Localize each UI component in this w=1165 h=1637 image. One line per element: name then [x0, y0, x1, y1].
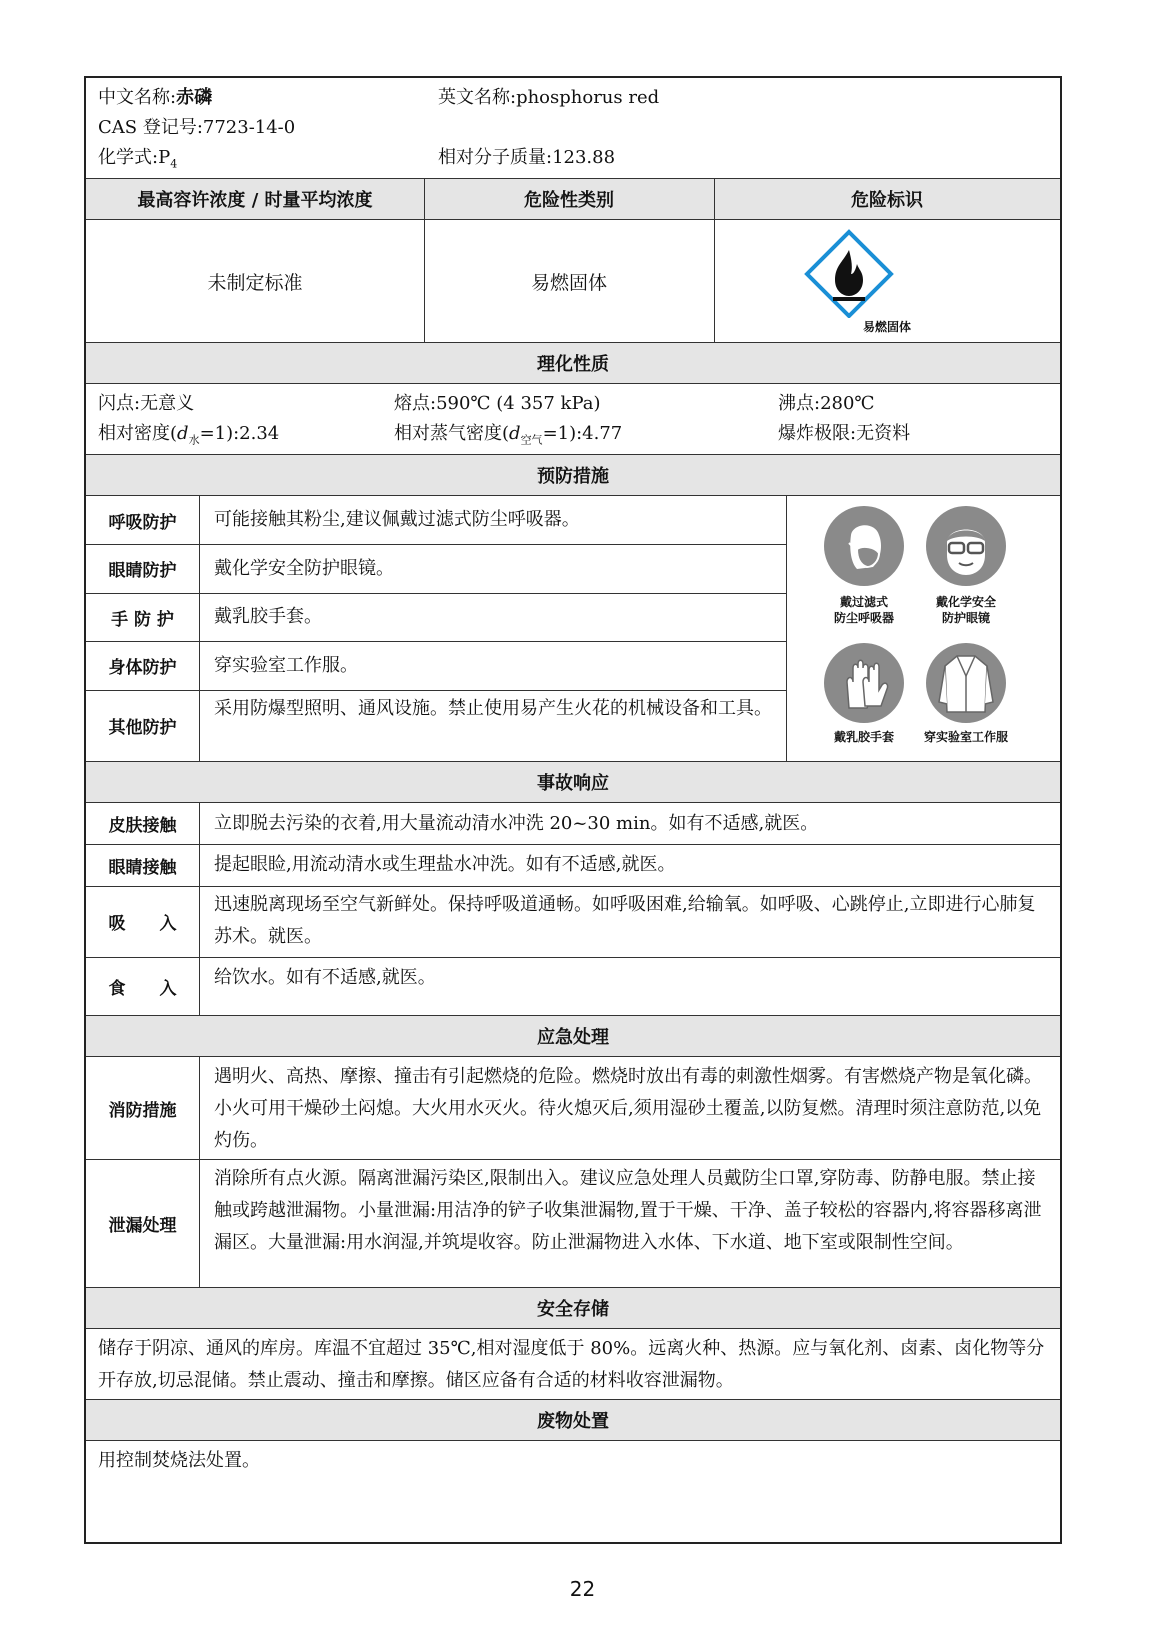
prevention-label-body: 身体防护: [108, 658, 177, 678]
accident-text-ingestion: 给饮水。如有不适感,就医。: [214, 967, 436, 988]
concentration-value: 未制定标准: [207, 271, 303, 294]
ppe-caption-goggles-line1: 戴化学安全: [935, 595, 996, 609]
page-number: 22: [569, 1577, 596, 1601]
accident-text-skin: 立即脱去污染的衣着,用大量流动清水冲洗 20~30 min。如有不适感,就医。: [214, 812, 819, 834]
emergency-label-leak: 泄漏处理: [108, 1215, 177, 1236]
hazard-sign: [714, 220, 1060, 342]
ppe-caption-lab-coat-line1: 穿实验室工作服: [923, 730, 1008, 744]
vapor-d: d: [509, 423, 521, 444]
accident-text-inhalation: 迅速脱离现场至空气新鲜处。保持呼吸道通畅。如呼吸困难,给输氧。如呼吸、心跳停止,立即进行心肺复苏术。就医。: [214, 894, 1036, 947]
prevention-text-respiratory: 可能接触其粉尘,建议佩戴过滤式防尘呼吸器。: [214, 509, 580, 530]
prevention-text-other: 采用防爆型照明、通风设施。禁止使用易产生火花的机械设备和工具。: [214, 698, 772, 719]
explosion-limit: 爆炸极限:无资料: [778, 423, 911, 444]
molecular-weight: 相对分子质量:123.88: [438, 147, 616, 168]
prevention-block: [86, 496, 1060, 761]
ppe-icons: [787, 496, 1060, 761]
density-d: d: [177, 423, 189, 444]
melting-point: 熔点:590℃ (4 357 kPa): [394, 393, 601, 414]
accident-label-inhalation: 吸 入: [108, 914, 177, 934]
accident-label-skin: 皮肤接触: [108, 816, 177, 836]
hazard-header: [86, 179, 1060, 219]
prevention-text-hand: 戴乳胶手套。: [214, 606, 322, 627]
formula-prefix: 化学式:P: [98, 147, 171, 168]
flash-point: 闪点:无意义: [98, 393, 195, 414]
relative-density: [98, 418, 279, 457]
cn-name: [98, 82, 212, 114]
vapor-suffix: =1):4.77: [542, 423, 623, 444]
emergency-block: [86, 1057, 1060, 1287]
hazard-class-value: 易燃固体: [530, 271, 607, 294]
disposal-title: 废物处置: [86, 1400, 1060, 1440]
ppe-caption-respirator-line1: 戴过滤式: [839, 595, 888, 609]
header-concentration: 最高容许浓度 / 时量平均浓度: [137, 190, 373, 211]
gloves-icon: [823, 642, 905, 724]
identity-block: [86, 78, 1060, 178]
vapor-density: [394, 418, 622, 457]
formula: [98, 142, 177, 181]
emergency-text-fire: 遇明火、高热、摩擦、撞击有引起燃烧的危险。燃烧时放出有毒的刺激性烟雾。有害燃烧产物是氧化磷。小火可用干燥砂土闷熄。大火用水灭火。待火熄灭后,须用湿砂土覆盖,以防复燃。清理时须注意防范,以免灼伤。: [214, 1066, 1042, 1151]
formula-sub: 4: [170, 157, 178, 171]
emergency-title: 应急处理: [86, 1016, 1060, 1056]
physchem-title: 理化性质: [86, 343, 1060, 383]
accident-text-eye: 提起眼睑,用流动清水或生理盐水冲洗。如有不适感,就医。: [214, 854, 676, 875]
prevention-label-other: 其他防护: [108, 718, 177, 738]
prevention-title: 预防措施: [86, 455, 1060, 495]
prevention-label-eye: 眼睛防护: [108, 561, 177, 581]
prevention-text-body: 穿实验室工作服。: [214, 654, 358, 676]
msds-sheet: [84, 76, 1062, 1544]
vapor-prefix: 相对蒸气密度(: [394, 423, 510, 444]
ppe-caption-gloves-line1: 戴乳胶手套: [833, 730, 894, 744]
respirator-icon: [823, 505, 905, 587]
en-name: 英文名称:phosphorus red: [438, 87, 660, 108]
hazard-values: [86, 220, 1060, 342]
boiling-point: 沸点:280℃: [778, 393, 875, 414]
hazard-sign-caption: 易燃固体: [862, 320, 911, 334]
prevention-label-hand: 手 防 护: [111, 609, 174, 630]
accident-label-ingestion: 食 入: [108, 978, 177, 999]
accident-label-eye: 眼睛接触: [108, 857, 177, 878]
emergency-label-fire: 消防措施: [108, 1100, 177, 1121]
ppe-caption-goggles-line2: 防护眼镜: [941, 611, 990, 625]
prevention-text-eye: 戴化学安全防护眼镜。: [214, 557, 394, 579]
density-prefix: 相对密度(: [98, 423, 178, 444]
lab-coat-icon: [925, 642, 1007, 724]
accident-block: [86, 803, 1060, 1015]
cas-number: CAS 登记号:7723-14-0: [98, 117, 296, 138]
goggles-icon: [925, 505, 1007, 587]
physchem-block: [86, 384, 1060, 454]
ppe-caption-lab-coat: [906, 729, 1026, 745]
prevention-label-respiratory: 呼吸防护: [108, 512, 177, 533]
density-suffix: =1):2.34: [199, 423, 280, 444]
storage-block: [86, 1329, 1060, 1399]
disposal-block: [86, 1441, 1060, 1481]
vapor-sub: 空气: [520, 433, 543, 447]
ppe-caption-respirator-line2: 防尘呼吸器: [833, 611, 894, 625]
storage-text: 储存于阴凉、通风的库房。库温不宜超过 35℃,相对湿度低于 80%。远离火种、热源。应与氧化剂、卤素、卤化物等分开存放,切忌混储。禁止震动、撞击和摩擦。储区应备有合适的材料收容泄漏物。: [98, 1338, 1045, 1391]
emergency-text-leak: 消除所有点火源。隔离泄漏污染区,限制出入。建议应急处理人员戴防尘口罩,穿防毒、防静电服。禁止接触或跨越泄漏物。小量泄漏:用洁净的铲子收集泄漏物,置于干燥、干净、盖子较松的容器内,将容器移离泄漏区。大量泄漏:用水润湿,并筑堤收容。防止泄漏物进入水体、下水道、地下室或限制性空间。: [214, 1168, 1042, 1253]
density-sub: 水: [188, 433, 200, 447]
disposal-text: 用控制焚烧法处置。: [98, 1450, 260, 1471]
cn-name-value: 赤磷: [176, 87, 213, 108]
ppe-caption-goggles: [906, 594, 1026, 626]
accident-title: 事故响应: [86, 762, 1060, 802]
storage-title: 安全存储: [86, 1288, 1060, 1328]
cn-name-label: 中文名称:: [98, 87, 177, 108]
header-hazard-sign: 危险标识: [851, 190, 923, 211]
flammable-solid-icon: [799, 228, 899, 318]
header-hazard-class: 危险性类别: [524, 190, 614, 211]
